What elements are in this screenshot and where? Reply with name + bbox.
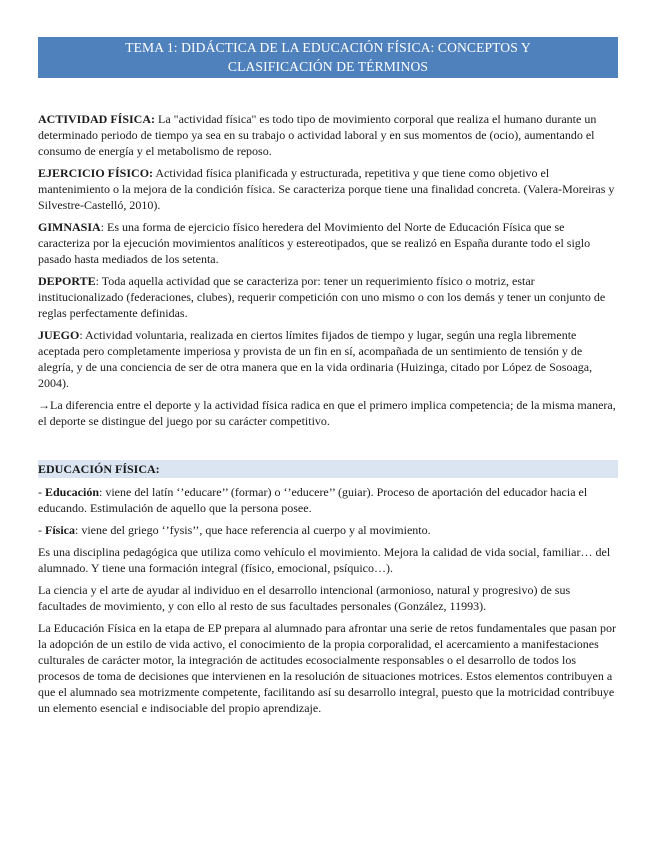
bullet-dash: -: [38, 485, 45, 499]
definition-text: La "actividad física" es todo tipo de movimiento corporal que realiza el humano durante un determinado periodo de tiempo ya sea en su trabajo o actividad laboral y en sus momentos de (ocio), aumentando el consumo de energía y el metabolismo de reposo.: [38, 112, 597, 158]
definition-term: ACTIVIDAD FÍSICA:: [38, 112, 156, 126]
definition-ejercicio-fisico: [38, 165, 618, 213]
definition-text: : Es una forma de ejercicio físico heredera del Movimiento del Norte de Educación Física que se caracteriza por la ejecución movimientos analíticos y estereotipados, que se realizó en España durante todo el siglo pasado hasta mediados de los setenta.: [38, 220, 591, 266]
definition-gimnasia: [38, 219, 618, 267]
etymology-text: : viene del latín ‘’educare’’ (formar) o ‘’educere’’ (guiar). Proceso de aportación del educador hacia el educando. Estimulación de aquello que la persona posee.: [38, 485, 588, 515]
definition-text: : Actividad voluntaria, realizada en ciertos límites fijados de tiempo y lugar, según una regla libremente aceptada pero completamente imperiosa y provista de un fin en sí, acompañada de un sentimiento de tensión y de alegría, y de una conciencia de ser de otra manera que en la vida ordinaria (Huizinga, citado por López de Sosoaga, 2004).: [38, 328, 593, 390]
document-page: [38, 37, 618, 722]
title-line-1: TEMA 1: DIDÁCTICA DE LA EDUCACIÓN FÍSICA: CONCEPTOS Y: [125, 40, 531, 55]
definition-actividad-fisica: [38, 111, 618, 159]
title-line-2: CLASIFICACIÓN DE TÉRMINOS: [227, 59, 429, 74]
etymology-term: Educación: [45, 485, 100, 499]
definition-term: JUEGO: [38, 328, 80, 342]
definition-term: DEPORTE: [38, 274, 96, 288]
bullet-dash: -: [38, 523, 45, 537]
paragraph: La ciencia y el arte de ayudar al individuo en el desarrollo intencional (armonioso, natural y progresivo) de sus facultades de movimiento, y con ello al resto de sus facultades personales (González, 11993).: [38, 583, 571, 613]
etymology-text: : viene del griego ‘’fysis’’, que hace referencia al cuerpo y al movimiento.: [75, 523, 431, 537]
definition-term: GIMNASIA: [38, 220, 101, 234]
comparison-note: →La diferencia entre el deporte y la actividad física radica en que el primero implica competencia; de la misma manera, el deporte se distingue del juego por su carácter competitivo.: [38, 398, 616, 428]
page-title: [38, 37, 618, 78]
paragraph: Es una disciplina pedagógica que utiliza como vehículo el movimiento. Mejora la calidad de vida social, familiar… del alumnado. Y tiene una formación integral (físico, emocional, psíquico…).: [38, 545, 611, 575]
section-heading: EDUCACIÓN FÍSICA:: [38, 460, 618, 478]
definition-text: : Toda aquella actividad que se caracteriza por: tener un requerimiento físico o motriz, estar institucionalizado (federaciones, clubes), requerir competición con uno mismo o con los demás y tener un conjunto de reglas perfectamente definidas.: [38, 274, 606, 320]
etymology-fisica: [38, 522, 618, 538]
definition-term: EJERCICIO FÍSICO:: [38, 166, 154, 180]
definition-text: Actividad física planificada y estructurada, repetitiva y que tiene como objetivo el mantenimiento o la mejora de la condición física. Se caracteriza porque tiene una finalidad concreta. (Valera-Moreiras y Silvestre-Castelló, 2010).: [38, 166, 615, 212]
etymology-educacion: [38, 484, 618, 516]
etymology-term: Física: [45, 523, 75, 537]
definition-juego: [38, 327, 618, 391]
paragraph: La Educación Física en la etapa de EP prepara al alumnado para afrontar una serie de retos fundamentales que pasan por la adopción de un estilo de vida activo, el conocimiento de la propia corporalidad, el acercamiento a manifestaciones culturales de carácter motor, la integración de actitudes ecosocialmente responsables o el desarrollo de todos los procesos de toma de decisiones que intervienen en la resolución de situaciones motrices. Estos elementos contribuyen a que el alumnado sea motrizmente competente, facilitando así su desarrollo integral, puesto que la motricidad contribuye un elemento esencial e indisociable del propio aprendizaje.: [38, 621, 616, 715]
definition-deporte: [38, 273, 618, 321]
